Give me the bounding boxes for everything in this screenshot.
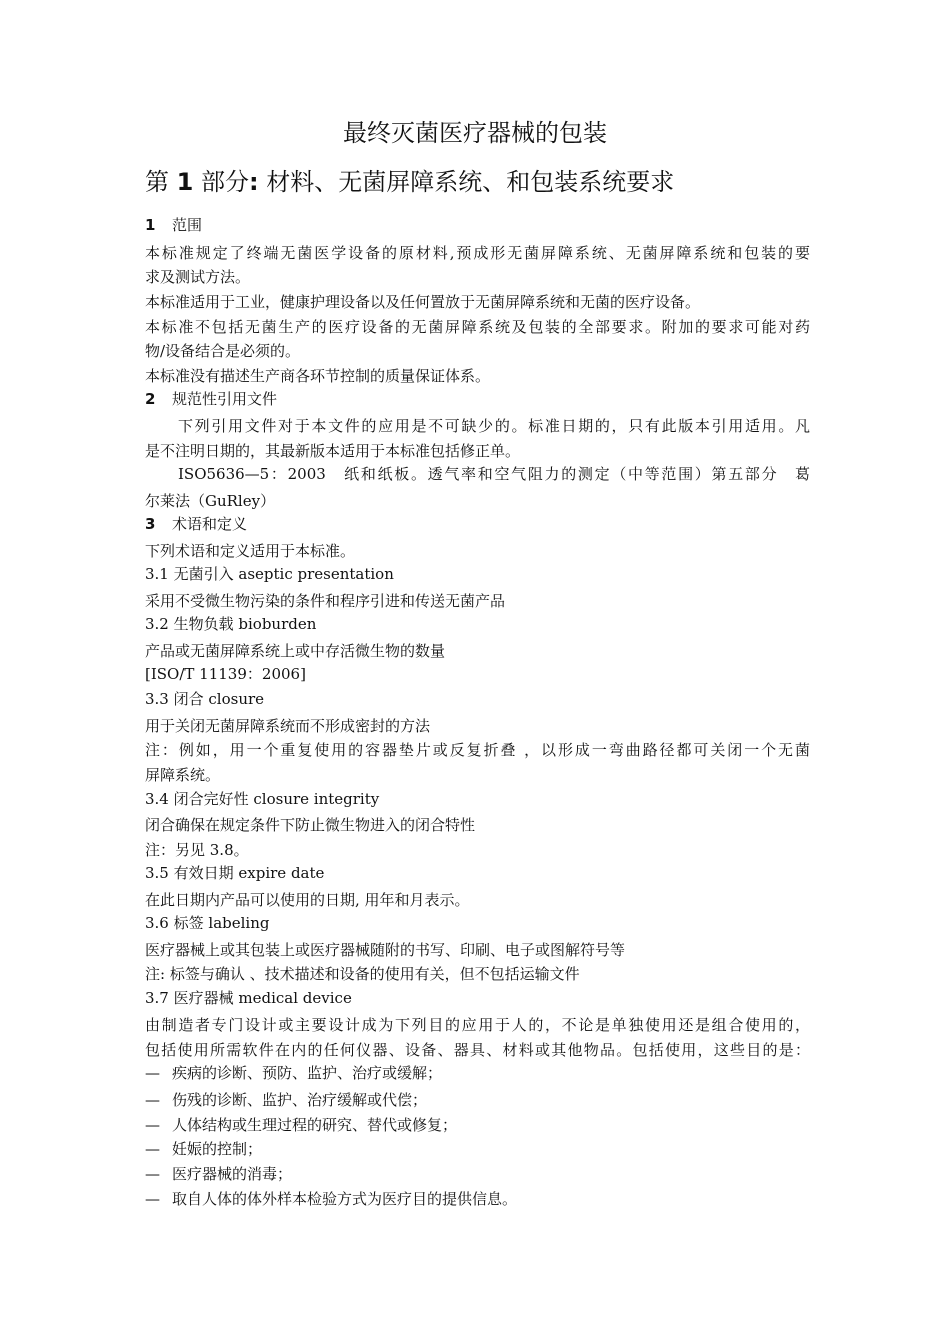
list-dash: — [145,1140,160,1158]
section-number: 3 [145,515,156,533]
subtitle-colon: : [248,168,259,196]
term-3-7-definition-line-2: 包括使用所需软件在内的任何仪器、设备、器具、材料或其他物品。包括使用，这些目的是： [145,1041,810,1059]
term-3-2-heading: 3.2 生物负载 bioburden [145,615,317,633]
scope-paragraph-3-line-2: 物/设备结合是必须的。 [145,342,301,360]
list-item-text: 伤残的诊断、监护、治疗缓解或代偿； [172,1091,428,1109]
term-3-5-heading: 3.5 有效日期 expire date [145,864,325,882]
section-title: 规范性引用文件 [172,390,278,408]
list-dash: — [145,1165,160,1183]
term-3-3-note-line-1: 注：例如，用一个重复使用的容器垫片或反复折叠 ，以形成一弯曲路径都可关闭一个无菌 [145,741,810,759]
subtitle-part-word: 部分 [193,168,249,196]
term-3-3-note-line-2: 屏障系统。 [145,766,221,784]
list-item-text: 取自人体的体外样本检验方式为医疗目的提供信息。 [172,1190,518,1208]
list-dash: — [145,1064,160,1082]
list-item [145,1164,810,1184]
list-dash: — [145,1190,160,1208]
term-3-2-reference: [ISO/T 11139：2006] [145,665,306,683]
term-3-4-note: 注：另见 3.8。 [145,841,249,859]
list-dash: — [145,1091,160,1109]
list-item-text: 疾病的诊断、预防、监护、治疗或缓解； [172,1064,443,1082]
scope-paragraph-2: 本标准适用于工业，健康护理设备以及任何置放于无菌屏障系统和无菌的医疗设备。 [145,293,701,311]
subtitle-prefix: 第 [145,168,177,196]
list-item [145,1115,810,1135]
term-3-6-definition: 医疗器械上或其包装上或医疗器械随附的书写、印刷、电子或图解符号等 [145,941,626,959]
term-3-7-definition-line-1: 由制造者专门设计或主要设计成为下列目的应用于人的，不论是单独使用还是组合使用的， [145,1016,810,1034]
list-item-text: 医疗器械的消毒； [172,1165,293,1183]
term-3-1-definition: 采用不受微生物污染的条件和程序引进和传送无菌产品 [145,592,506,610]
term-3-2-definition: 产品或无菌屏障系统上或中存活微生物的数量 [145,642,446,660]
list-item [145,1189,810,1209]
section-title: 范围 [172,216,203,234]
term-3-3-heading: 3.3 闭合 closure [145,690,265,708]
terms-intro: 下列术语和定义适用于本标准。 [145,542,356,560]
scope-paragraph-1-line-1: 本标准规定了终端无菌医学设备的原材料,预成形无菌屏障系统、无菌屏障系统和包装的要 [145,244,810,262]
term-3-5-definition: 在此日期内产品可以使用的日期, 用年和月表示。 [145,891,470,909]
section-number: 1 [145,216,156,234]
scope-paragraph-3-line-1: 本标准不包括无菌生产的医疗设备的无菌屏障系统及包装的全部要求。附加的要求可能对药 [145,318,810,336]
section-2-heading [145,389,810,409]
refs-paragraph-2-line-2: 尔莱法（GuRley） [145,492,276,510]
list-item-text: 人体结构或生理过程的研究、替代或修复； [172,1116,458,1134]
section-1-heading [145,215,810,235]
refs-paragraph-1-line-2: 是不注明日期的，其最新版本适用于本标准包括修正单。 [145,442,521,460]
document-subtitle [145,167,674,197]
refs-paragraph-2-line-1: ISO5636—5：2003 纸和纸板。透气率和空气阻力的测定（中等范围）第五部分 葛 [178,465,810,483]
scope-paragraph-1-line-2: 求及测试方法。 [145,268,251,286]
scope-paragraph-4: 本标准没有描述生产商各环节控制的质量保证体系。 [145,367,491,385]
term-3-4-definition: 闭合确保在规定条件下防止微生物进入的闭合特性 [145,816,476,834]
term-3-1-heading: 3.1 无菌引入 aseptic presentation [145,565,394,583]
term-3-6-note: 注: 标签与确认 、技术描述和设备的使用有关，但不包括运输文件 [145,965,580,983]
section-3-heading [145,514,810,534]
term-3-6-heading: 3.6 标签 labeling [145,914,270,932]
term-3-7-heading: 3.7 医疗器械 medical device [145,989,352,1007]
term-3-4-heading: 3.4 闭合完好性 closure integrity [145,790,380,808]
subtitle-part-number: 1 [176,168,194,196]
term-3-3-definition: 用于关闭无菌屏障系统而不形成密封的方法 [145,717,431,735]
list-item [145,1090,810,1110]
list-item [145,1063,810,1083]
section-number: 2 [145,390,156,408]
list-dash: — [145,1116,160,1134]
refs-paragraph-1-line-1: 下列引用文件对于本文件的应用是不可缺少的。标准日期的，只有此版本引用适用。凡 [178,417,810,435]
section-title: 术语和定义 [172,515,248,533]
subtitle-text: 材料、无菌屏障系统、和包装系统要求 [258,168,675,196]
list-item [145,1139,810,1159]
list-item-text: 妊娠的控制； [172,1140,263,1158]
document-title: 最终灭菌医疗器械的包装 [343,119,607,147]
